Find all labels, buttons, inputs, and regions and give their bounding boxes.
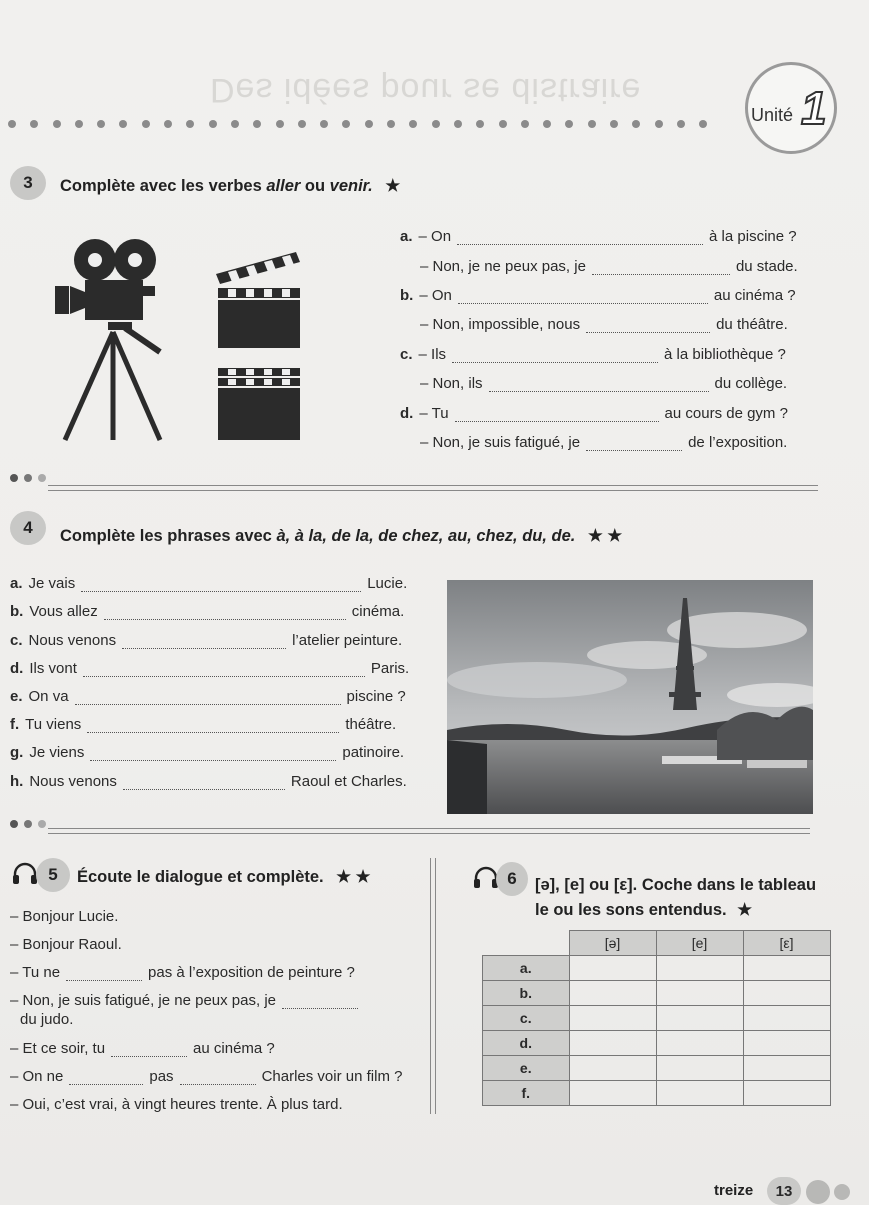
- ex4-line-f: [10, 716, 396, 733]
- exercise-5-number: 5: [36, 858, 70, 892]
- ex5-stars: ★ ★: [336, 868, 371, 886]
- ex4-line-after: cinéma.: [351, 603, 405, 620]
- ex3-line-letter: d.: [400, 405, 414, 422]
- exercise-6-number: 6: [496, 862, 528, 896]
- footer-dot: [834, 1184, 850, 1200]
- separator-dots: [10, 474, 46, 482]
- sound-table: [482, 930, 831, 1106]
- ex3-blank[interactable]: [586, 438, 682, 451]
- ex3-line-c: [400, 346, 786, 363]
- checkbox-cell[interactable]: [656, 1031, 743, 1056]
- dialogue-line-7: – Oui, c’est vrai, à vingt heures trente. À plus tard.: [10, 1096, 343, 1113]
- ex4-blank[interactable]: [75, 692, 341, 705]
- ex3-line-a-answer: [420, 258, 798, 275]
- ex4-line-letter: a.: [10, 575, 23, 592]
- row-label: f.: [483, 1081, 570, 1106]
- header-dot-row: [8, 120, 707, 128]
- checkbox-cell[interactable]: [743, 1031, 830, 1056]
- ex3-line-b-answer: [420, 316, 788, 333]
- table-corner: [483, 931, 570, 956]
- separator-line: [48, 485, 818, 491]
- checkbox-cell[interactable]: [743, 956, 830, 981]
- checkbox-cell[interactable]: [569, 981, 656, 1006]
- ex4-blank[interactable]: [87, 720, 339, 733]
- ex4-line-before: On va: [28, 688, 69, 705]
- exercise-5-title: [77, 867, 370, 887]
- ex4-line-c: [10, 632, 402, 649]
- dialogue-blank[interactable]: [66, 968, 142, 981]
- ex4-line-before: Je vais: [28, 575, 76, 592]
- ex3-line-before: – Ils: [418, 346, 447, 363]
- ex3-blank[interactable]: [592, 262, 730, 275]
- ex4-line-after: Lucie.: [367, 575, 408, 592]
- dialogue-text: – On ne: [10, 1068, 64, 1085]
- ex4-line-before: Nous venons: [28, 632, 117, 649]
- checkbox-cell[interactable]: [656, 1056, 743, 1081]
- table-row: [483, 1031, 831, 1056]
- ex6-stars: ★: [737, 901, 753, 919]
- checkbox-cell[interactable]: [743, 1056, 830, 1081]
- dialogue-text: pas: [149, 1068, 174, 1085]
- ex4-line-after: piscine ?: [346, 688, 406, 705]
- ex4-blank[interactable]: [104, 607, 346, 620]
- dialogue-line-4: [10, 992, 364, 1009]
- ex3-line-after: du stade.: [735, 258, 798, 275]
- ex4-blank[interactable]: [81, 579, 361, 592]
- row-label: c.: [483, 1006, 570, 1031]
- ex3-title-mid: ou: [300, 177, 330, 195]
- ex3-line-d-answer: [420, 434, 787, 451]
- ex4-line-after: Paris.: [370, 660, 410, 677]
- dialogue-blank[interactable]: [111, 1044, 187, 1057]
- ex4-line-letter: d.: [10, 660, 24, 677]
- dialogue-blank[interactable]: [69, 1072, 143, 1085]
- ex4-line-d: [10, 660, 409, 677]
- ex3-title-venir: venir.: [329, 177, 373, 195]
- ex3-line-after: du collège.: [714, 375, 788, 392]
- dialogue-line-3: [10, 964, 355, 981]
- table-row: [483, 1056, 831, 1081]
- ex3-line-before: – Non, je ne peux pas, je: [420, 258, 586, 275]
- ex3-blank[interactable]: [489, 379, 709, 392]
- ex3-line-after: du théâtre.: [716, 316, 788, 333]
- ex4-blank[interactable]: [90, 748, 336, 761]
- ex4-line-after: théâtre.: [345, 716, 397, 733]
- checkbox-cell[interactable]: [569, 1031, 656, 1056]
- ex4-line-letter: c.: [10, 632, 23, 649]
- table-row: [483, 981, 831, 1006]
- separator-line: [48, 828, 810, 834]
- page-number-word: treize: [714, 1182, 754, 1199]
- ex3-line-after: à la piscine ?: [709, 228, 797, 245]
- ex4-blank[interactable]: [83, 664, 365, 677]
- ex4-line-before: Je viens: [29, 744, 85, 761]
- ex4-blank[interactable]: [122, 636, 286, 649]
- checkbox-cell[interactable]: [656, 956, 743, 981]
- row-label: e.: [483, 1056, 570, 1081]
- table-row: [483, 1081, 831, 1106]
- ex3-blank[interactable]: [586, 320, 710, 333]
- ex6-title-text: le ou les sons entendus.: [535, 901, 727, 919]
- row-label: b.: [483, 981, 570, 1006]
- clapperboard-closed-icon: [212, 366, 304, 442]
- dialogue-line-5: [10, 1040, 275, 1057]
- ex3-line-before: – Non, impossible, nous: [420, 316, 581, 333]
- clapperboard-open-icon: [212, 250, 304, 350]
- checkbox-cell[interactable]: [743, 981, 830, 1006]
- checkbox-cell[interactable]: [569, 1081, 656, 1106]
- ex4-blank[interactable]: [123, 777, 285, 790]
- ex4-line-a: [10, 575, 407, 592]
- dialogue-line-1: – Bonjour Lucie.: [10, 908, 119, 925]
- checkbox-cell[interactable]: [656, 1081, 743, 1106]
- column-header-e-open: [ε]: [743, 931, 830, 956]
- ex3-line-after: au cinéma ?: [713, 287, 796, 304]
- exercise-4-title: [60, 526, 622, 546]
- ex3-line-letter: c.: [400, 346, 413, 363]
- checkbox-cell[interactable]: [656, 981, 743, 1006]
- unit-number: 1: [801, 82, 827, 134]
- ex4-line-after: Raoul et Charles.: [290, 773, 407, 790]
- ex3-line-after: au cours de gym ?: [664, 405, 788, 422]
- checkbox-cell[interactable]: [656, 1006, 743, 1031]
- dialogue-blank[interactable]: [282, 996, 358, 1009]
- ex3-line-letter: b.: [400, 287, 414, 304]
- column-header-e-closed: [e]: [656, 931, 743, 956]
- ex4-stars: ★ ★: [587, 527, 623, 545]
- dialogue-text: au cinéma ?: [193, 1040, 275, 1057]
- unit-label: Unité: [751, 105, 794, 125]
- row-label: a.: [483, 956, 570, 981]
- exercise-6-title-line1: [ə], [e] ou [ε]. Coche dans le tableau: [535, 876, 817, 894]
- ex3-line-after: de l’exposition.: [688, 434, 788, 451]
- column-header-schwa: [ə]: [569, 931, 656, 956]
- table-row: [483, 956, 831, 981]
- ex4-line-letter: g.: [10, 744, 24, 761]
- dialogue-text: – Non, je suis fatigué, je ne peux pas, je: [10, 992, 277, 1009]
- dialogue-blank[interactable]: [180, 1072, 256, 1085]
- checkbox-cell[interactable]: [569, 1006, 656, 1031]
- exercise-3-title: [60, 176, 400, 196]
- ex4-line-letter: b.: [10, 603, 24, 620]
- ex4-line-before: Vous allez: [29, 603, 98, 620]
- ex3-line-d: [400, 405, 788, 422]
- ex4-line-h: [10, 773, 407, 790]
- column-divider: [430, 858, 436, 1114]
- paris-eiffel-tower-photo: [447, 580, 813, 814]
- ex4-line-after: l’atelier peinture.: [292, 632, 403, 649]
- exercise-3-number: 3: [10, 166, 46, 200]
- ex3-line-before: – Non, ils: [420, 375, 483, 392]
- ex3-line-letter: a.: [400, 228, 413, 245]
- checkbox-cell[interactable]: [743, 1081, 830, 1106]
- dialogue-line-2: – Bonjour Raoul.: [10, 936, 122, 953]
- ex3-line-a: [400, 228, 797, 245]
- ex3-blank[interactable]: [452, 350, 658, 363]
- ex4-line-before: Nous venons: [29, 773, 117, 790]
- ex3-blank[interactable]: [455, 409, 659, 422]
- ex3-stars: ★: [385, 177, 401, 195]
- checkbox-cell[interactable]: [743, 1006, 830, 1031]
- ex4-line-g: [10, 744, 404, 761]
- ex4-line-letter: h.: [10, 773, 24, 790]
- checkbox-cell[interactable]: [569, 1056, 656, 1081]
- ex5-title-text: Écoute le dialogue et complète.: [77, 868, 324, 886]
- dialogue-line-4-cont: du judo.: [20, 1011, 74, 1028]
- ex4-title-prefix: Complète les phrases avec: [60, 527, 277, 545]
- dialogue-text: – Tu ne: [10, 964, 61, 981]
- dialogue-text: pas à l’exposition de peinture ?: [148, 964, 355, 981]
- ex3-line-b: [400, 287, 796, 304]
- unit-badge: [745, 62, 837, 154]
- dialogue-line-6: [10, 1068, 402, 1085]
- ex4-line-letter: f.: [10, 716, 20, 733]
- ex4-line-before: Ils vont: [29, 660, 77, 677]
- ex3-line-before: – Non, je suis fatigué, je: [420, 434, 581, 451]
- ex3-title-aller: aller: [266, 177, 301, 195]
- ex3-blank[interactable]: [457, 232, 703, 245]
- ex3-blank[interactable]: [458, 291, 708, 304]
- ex3-line-before: – On: [419, 287, 452, 304]
- ex3-title-prefix: Complète avec les verbes: [60, 177, 267, 195]
- exercise-4-number: 4: [10, 511, 46, 545]
- ex4-line-e: [10, 688, 406, 705]
- checkbox-cell[interactable]: [569, 956, 656, 981]
- separator-dots: [10, 820, 46, 828]
- footer-dot: [806, 1180, 830, 1204]
- exercise-6-title-line2: [535, 900, 752, 920]
- ex3-line-before: – On: [418, 228, 452, 245]
- headphones-icon: [11, 862, 39, 886]
- movie-camera-illustration: [50, 232, 170, 444]
- ex4-line-after: patinoire.: [342, 744, 405, 761]
- ex3-line-c-answer: [420, 375, 787, 392]
- dialogue-text: Charles voir un film ?: [261, 1068, 403, 1085]
- ex3-line-before: – Tu: [419, 405, 449, 422]
- ex4-line-b: [10, 603, 404, 620]
- ghost-header-text: Des idées pour se distraire: [210, 71, 642, 109]
- ex4-line-letter: e.: [10, 688, 23, 705]
- page-number: 13: [767, 1177, 801, 1205]
- ex3-line-after: à la bibliothèque ?: [664, 346, 786, 363]
- dialogue-text: – Et ce soir, tu: [10, 1040, 106, 1057]
- table-row: [483, 1006, 831, 1031]
- ex4-title-choices: à, à la, de la, de chez, au, chez, du, de.: [276, 527, 576, 545]
- row-label: d.: [483, 1031, 570, 1056]
- ex4-line-before: Tu viens: [25, 716, 82, 733]
